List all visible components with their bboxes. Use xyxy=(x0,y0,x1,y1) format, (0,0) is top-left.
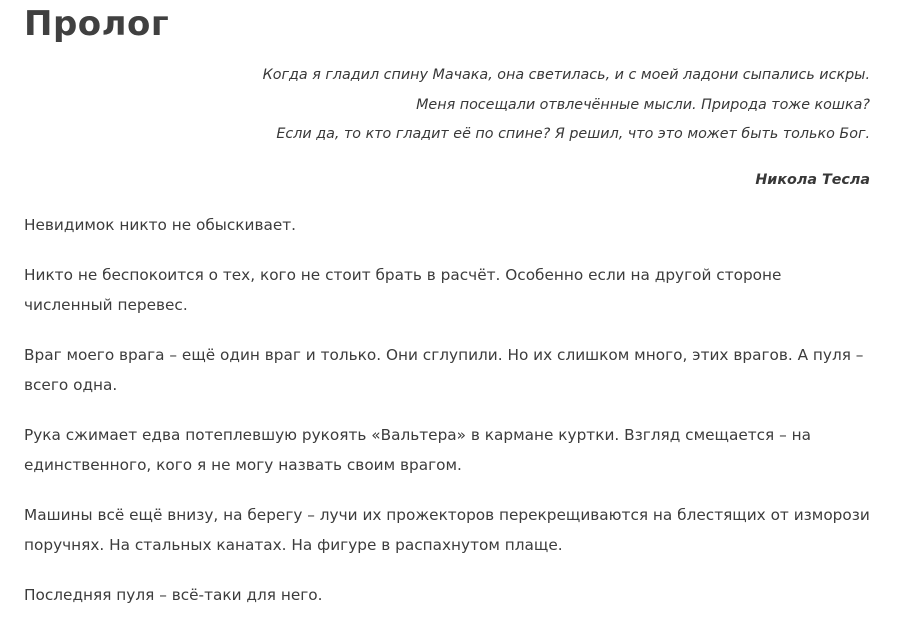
epigraph-line: Когда я гладил спину Мачака, она светилась, и с моей ладони сыпались искры. xyxy=(262,67,870,83)
paragraph: Машины всё ещё внизу, на берегу – лучи их прожекторов перекрещиваются на блестящих от изморози поручнях. На стальных канатах. На фигуре в распахнутом плаще. xyxy=(24,505,870,554)
epigraph-line: Если да, то кто гладит её по спине? Я решил, что это может быть только Бог. xyxy=(276,126,870,142)
paragraph: Никто не беспокоится о тех, кого не стоит брать в расчёт. Особенно если на другой стороне численный перевес. xyxy=(24,265,782,314)
epigraph-author: Никола Тесла xyxy=(755,171,870,188)
page-content xyxy=(24,0,870,630)
paragraph: Невидимок никто не обыскивает. xyxy=(24,215,297,234)
chapter-title: Пролог xyxy=(24,4,170,44)
epigraph xyxy=(24,61,870,150)
chapter-body xyxy=(24,210,870,610)
paragraph: Враг моего врага – ещё один враг и только. Они сглупили. Но их слишком много, этих врагов. А пуля – всего одна. xyxy=(24,345,864,394)
paragraph: Рука сжимает едва потеплевшую рукоять «Вальтера» в кармане куртки. Взгляд смещается – на единственного, кого я не могу назвать своим врагом. xyxy=(24,425,812,474)
paragraph: Последняя пуля – всё-таки для него. xyxy=(24,585,323,604)
epigraph-line: Меня посещали отвлечённые мысли. Природа тоже кошка? xyxy=(416,96,870,113)
